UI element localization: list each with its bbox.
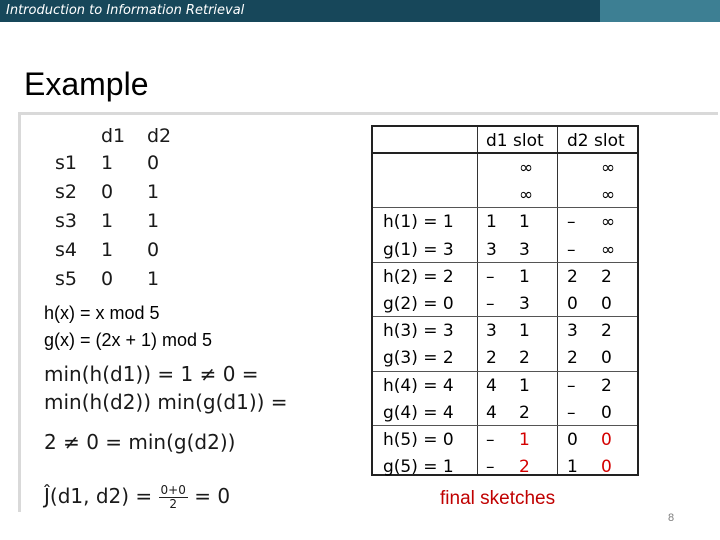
sketch-cell-d2s: 2 (601, 321, 612, 342)
sketch-cell-d1s: 1 (519, 266, 530, 287)
sketch-cell-d1s: 3 (519, 294, 530, 314)
sketch-cell-d2s: 2 (601, 375, 612, 396)
jaccard-lhs: Ĵ(d1, d2) = (44, 484, 153, 508)
sketch-header-cell: d1 slot (486, 131, 544, 151)
sketch-cell-d1v: 4 (486, 375, 497, 396)
sketch-row (373, 263, 637, 290)
sketch-cell-d1v: – (486, 266, 495, 287)
sketch-cell-d1v: 4 (486, 402, 497, 423)
matrix-row-label: s1 (55, 152, 77, 174)
matrix-cell: 0 (147, 239, 160, 261)
matrix-row-label: s2 (55, 181, 77, 203)
sketch-cell-d2v: 2 (567, 348, 578, 369)
sketch-cell-d1v: – (486, 430, 495, 450)
matrix-cell: 1 (101, 239, 114, 261)
calc-line-3: 2 ≠ 0 = min(g(d2)) (44, 430, 236, 454)
sketch-cell-d2s: 0 (601, 402, 612, 423)
sketch-row (373, 154, 637, 181)
sketch-cell-d1v: 1 (486, 212, 497, 233)
sketch-row (373, 426, 637, 453)
sketch-cell-label: h(2) = 2 (383, 266, 454, 287)
sketch-row (373, 181, 637, 208)
sketch-cell-label: g(5) = 1 (383, 457, 454, 478)
sketch-cell-d1v: 2 (486, 348, 497, 369)
sketch-cell-d1s: 1 (519, 430, 530, 450)
jaccard-estimate (44, 484, 230, 511)
sketch-cell-d2s: 2 (601, 266, 612, 287)
sketch-row (373, 453, 637, 480)
sketch-header-cell: d2 slot (567, 131, 625, 151)
sketch-row (373, 208, 637, 235)
sketch-row (373, 236, 637, 263)
sketch-row (373, 372, 637, 399)
header-accent (600, 0, 720, 22)
sketch-row (373, 290, 637, 317)
sketch-table (371, 125, 639, 476)
sketch-cell-d1s: 2 (519, 348, 530, 369)
matrix-cell: 0 (147, 152, 160, 174)
sketch-cell-d2v: – (567, 212, 576, 233)
sketch-cell-label: g(4) = 4 (383, 402, 454, 423)
sketch-header-row (373, 127, 637, 154)
matrix-cell: 1 (147, 181, 160, 203)
sketch-cell-label: g(1) = 3 (383, 239, 454, 260)
sketch-cell-label: h(1) = 1 (383, 212, 454, 233)
matrix-cell: 1 (147, 210, 160, 232)
sketch-cell-label: g(2) = 0 (383, 294, 454, 314)
sketch-cell-label: h(5) = 0 (383, 430, 454, 450)
sketch-cell-d2s: ∞ (601, 239, 616, 260)
sketch-cell-d1v: 3 (486, 239, 497, 260)
fraction-numerator: 0+0 (160, 483, 186, 497)
hash-h-formula: h(x) = x mod 5 (44, 303, 160, 323)
calc-line-2: min(h(d2)) min(g(d1)) = (44, 390, 288, 414)
sketch-cell-d2v: 0 (567, 430, 578, 450)
sketch-cell-d1v: – (486, 457, 495, 478)
sketch-cell-d1v: 3 (486, 321, 497, 342)
sketch-cell-d1s: 3 (519, 239, 530, 260)
title-divider (18, 112, 718, 115)
sketch-cell-d1s: 2 (519, 457, 530, 478)
sketch-cell-d1s: 2 (519, 402, 530, 423)
jaccard-rhs: = 0 (194, 484, 231, 508)
sketch-cell-d2v: – (567, 375, 576, 396)
sketch-cell-d2v: 1 (567, 457, 578, 478)
matrix-col-header: d2 (147, 125, 172, 147)
calc-line-1: min(h(d1)) = 1 ≠ 0 = (44, 362, 259, 386)
sketch-cell-d2v: 0 (567, 294, 578, 314)
sketch-cell-d2s: ∞ (601, 212, 616, 233)
sketch-cell-d2v: – (567, 402, 576, 423)
fraction-denominator: 2 (169, 497, 178, 511)
sketch-cell-d1s: 1 (519, 212, 530, 233)
matrix-row-label: s3 (55, 210, 77, 232)
matrix-cell: 0 (101, 181, 114, 203)
sketch-cell-d2s: 0 (601, 457, 612, 478)
sketch-cell-d2v: 2 (567, 266, 578, 287)
sketch-cell-d2v: 3 (567, 321, 578, 342)
sketch-cell-d1s: 1 (519, 321, 530, 342)
slide-title: Example (24, 66, 149, 102)
sketch-cell-d2s: 0 (601, 294, 612, 314)
course-title: Introduction to Information Retrieval (6, 3, 245, 18)
sketch-row (373, 317, 637, 344)
sketch-cell-d2v: – (567, 239, 576, 260)
matrix-col-header: d1 (101, 125, 126, 147)
matrix-cell: 0 (101, 268, 114, 290)
sketch-cell-label: h(4) = 4 (383, 375, 454, 396)
matrix-cell: 1 (101, 152, 114, 174)
sketch-cell-label: g(3) = 2 (383, 348, 454, 369)
matrix-cell: 1 (101, 210, 114, 232)
page-number: 8 (668, 512, 675, 524)
sketch-cell-d1s: ∞ (519, 158, 534, 178)
sketch-cell-label: h(3) = 3 (383, 321, 454, 342)
matrix-row-label: s4 (55, 239, 77, 261)
sketch-cell-d2s: ∞ (601, 158, 616, 178)
sketch-row (373, 399, 637, 426)
matrix-row-label: s5 (55, 268, 77, 290)
sketch-cell-d1s: 1 (519, 375, 530, 396)
jaccard-fraction (159, 484, 188, 511)
left-divider (18, 112, 21, 512)
sketch-cell-d2s: 0 (601, 430, 612, 450)
sketch-row (373, 344, 637, 371)
hash-g-formula: g(x) = (2x + 1) mod 5 (44, 330, 213, 350)
sketch-cell-d2s: ∞ (601, 185, 616, 206)
sketch-cell-d2s: 0 (601, 348, 612, 369)
matrix-cell: 1 (147, 268, 160, 290)
sketch-cell-d1s: ∞ (519, 185, 534, 206)
sketch-cell-d1v: – (486, 294, 495, 314)
final-sketches-caption: final sketches (440, 488, 556, 509)
